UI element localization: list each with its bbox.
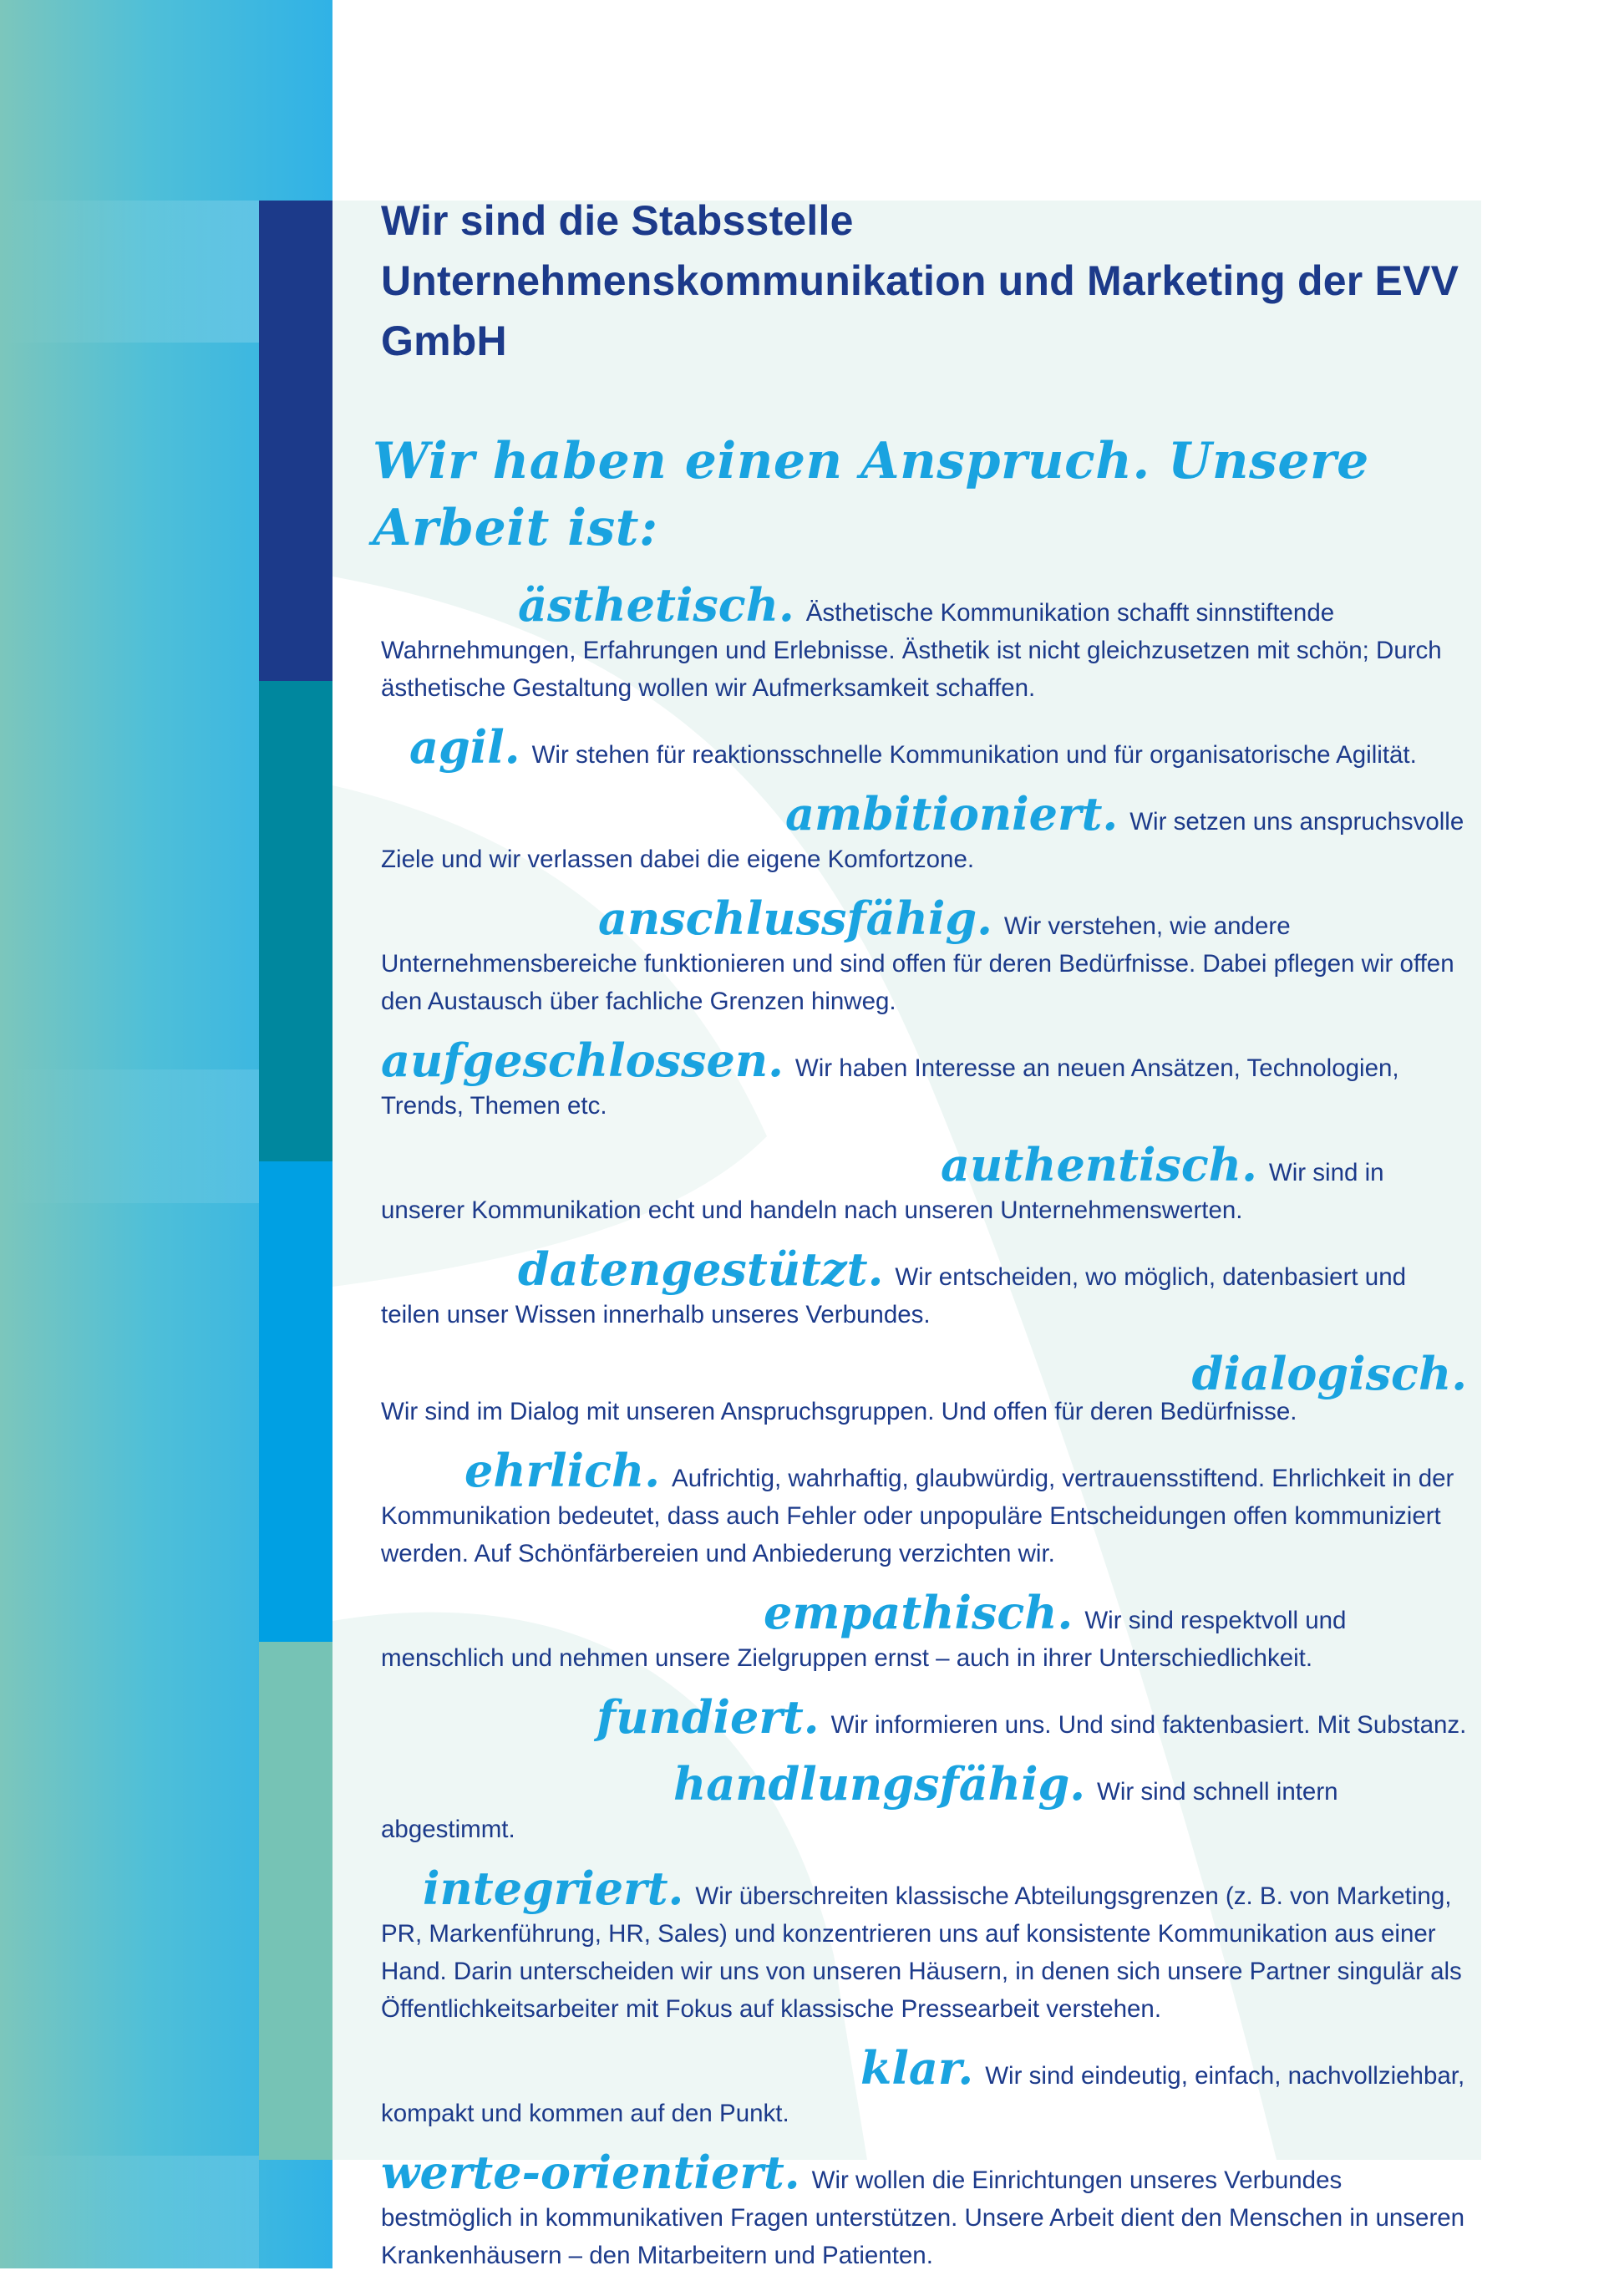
value-item — [381, 1444, 1467, 1572]
color-stripe-navy — [259, 201, 332, 681]
value-description: Wir überschreiten klassische Abteilungsgrenzen (z. B. von Marketing, PR, Markenführung, HR, Sales) und konzentrieren uns auf konsistente Kommunikation aus einer Hand. Darin unterscheiden wir uns von unseren Häusern, in denen sich unsere Partner singulär als Öffentlichkeitsarbeiter mit Fokus auf klassische Pressearbeit verstehen. — [381, 1882, 1462, 2023]
value-description: Wir sind eindeutig, einfach, nachvollziehbar, kompakt und kommen auf den Punkt. — [381, 2062, 1465, 2127]
color-stripe-teal — [259, 681, 332, 1161]
value-item — [381, 1862, 1467, 2028]
value-item — [381, 1586, 1467, 1677]
value-keyword: integriert. — [423, 1862, 684, 1915]
value-keyword: werte-orientiert. — [381, 2146, 800, 2199]
value-keyword: ehrlich. — [464, 1444, 661, 1497]
value-keyword: empathisch. — [764, 1586, 1074, 1639]
main-content — [373, 190, 1467, 2296]
value-description: Ästhetische Kommunikation schafft sinnstiftende Wahrnehmungen, Erfahrungen und Erlebnisse. Ästhetik ist nicht gleichzusetzen mit schön; Durch ästhetische Gestaltung wollen wir Aufmerksamkeit schaffen. — [381, 599, 1442, 702]
value-item — [381, 1138, 1467, 1229]
value-item — [381, 578, 1467, 707]
section-subheading: Wir haben einen Anspruch. Unsere Arbeit ist: — [373, 432, 1369, 557]
value-keyword: fundiert. — [596, 1690, 820, 1744]
value-description: Aufrichtig, wahrhaftig, glaubwürdig, vertrauensstiftend. Ehrlichkeit in der Kommunikation bedeutet, dass auch Fehler oder unpopuläre Entscheidungen offen kommuniziert werden. Auf Schönfärbereien und Anbiederung verzichten wir. — [381, 1465, 1454, 1567]
value-description: Wir entscheiden, wo möglich, datenbasiert und teilen unser Wissen innerhalb unseres Verbundes. — [381, 1263, 1407, 1328]
sidebar-light-band — [0, 201, 259, 343]
value-description: Wir sind im Dialog mit unseren Anspruchsgruppen. Und offen für deren Bedürfnisse. — [381, 1398, 1297, 1425]
value-keyword: dialogisch. — [1191, 1347, 1467, 1400]
color-stripe-mint — [259, 1642, 332, 2160]
value-description: Wir wollen die Einrichtungen unseres Verbundes bestmöglich in kommunikativen Fragen unterstützen. Unsere Arbeit dient den Menschen in unseren Krankenhäusern – den Mitarbeitern und Patienten. — [381, 2166, 1465, 2269]
value-item — [381, 1757, 1467, 1848]
value-keyword: klar. — [860, 2041, 974, 2095]
value-description: Wir stehen für reaktionsschnelle Kommunikation und für organisatorische Agilität. — [531, 741, 1417, 769]
value-item — [381, 2041, 1467, 2132]
value-item — [381, 720, 1467, 774]
value-keyword: aufgeschlossen. — [381, 1034, 784, 1087]
value-item — [381, 1347, 1467, 1430]
value-description: Wir sind respektvoll und menschlich und nehmen unsere Zielgruppen ernst – auch in ihrer Unterschiedlichkeit. — [381, 1607, 1347, 1672]
value-description: Wir sind in unserer Kommunikation echt und handeln nach unseren Unternehmenswerten. — [381, 1159, 1384, 1224]
value-item — [381, 1034, 1467, 1125]
value-item — [381, 1242, 1467, 1333]
value-description: Wir sind schnell intern abgestimmt. — [381, 1778, 1338, 1843]
value-keyword: handlungsfähig. — [673, 1757, 1086, 1811]
value-description: Wir informieren uns. Und sind faktenbasiert. Mit Substanz. — [830, 1711, 1467, 1739]
value-item — [381, 787, 1467, 878]
values-list — [381, 578, 1467, 2274]
value-keyword: agil. — [409, 720, 520, 774]
value-description: Wir verstehen, wie andere Unternehmensbereiche funktionieren und sind offen für deren Bedürfnisse. Dabei pflegen wir offen den Austausch über fachliche Grenzen hinweg. — [381, 912, 1454, 1015]
value-keyword: ästhetisch. — [518, 578, 794, 632]
value-item — [381, 2146, 1467, 2274]
value-keyword: datengestützt. — [518, 1242, 884, 1296]
color-stripe-blue — [259, 1161, 332, 1642]
sidebar-light-band — [0, 2156, 259, 2268]
page-title: Wir sind die Stabsstelle Unternehmenskommunikation und Marketing der EVV GmbH — [381, 197, 1459, 364]
value-description: Wir haben Interesse an neuen Ansätzen, Technologien, Trends, Themen etc. — [381, 1054, 1399, 1120]
sidebar-light-band — [0, 1069, 259, 1203]
value-keyword: anschlussfähig. — [598, 891, 992, 945]
value-description: Wir setzen uns anspruchsvolle Ziele und wir verlassen dabei die eigene Komfortzone. — [381, 808, 1464, 873]
value-keyword: authentisch. — [941, 1138, 1257, 1191]
value-item — [381, 1690, 1467, 1744]
value-item — [381, 891, 1467, 1020]
decorative-sidebar — [0, 0, 332, 2268]
value-keyword: ambitioniert. — [785, 787, 1119, 841]
